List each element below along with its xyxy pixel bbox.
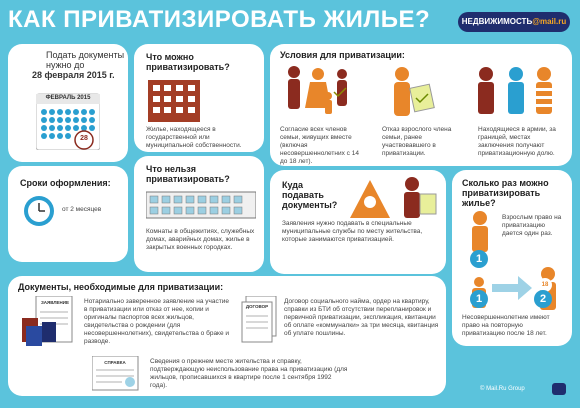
cannot-text: Комнаты в общежитиях, служебных домах, аварийных домах, жилье в закрытых военных городках. — [146, 228, 255, 251]
contract-label: ДОГОВОР — [245, 304, 269, 309]
calendar-month: ФЕВРАЛЬ 2015 — [45, 95, 91, 101]
deadline-line2: нужно до — [46, 60, 85, 70]
condition-item-2: Отказ взрослого члена семьи, ранее участвовавшего в приватизации. — [382, 126, 452, 157]
calendar-icon — [36, 90, 100, 150]
badge-two: 2 — [534, 290, 552, 308]
mail-ru-logo-icon — [552, 383, 566, 395]
condition-item-1: Согласие всех членов семьи, живущих вместе (включая несовершеннолетних с 14 до 18 лет). — [280, 126, 359, 165]
times-title: Сколько раз можно приватизировать жилье? — [462, 178, 549, 208]
timing-panel — [8, 166, 128, 262]
brand-logo[interactable] — [458, 12, 570, 32]
can-title: Что можно приватизировать? — [146, 52, 230, 72]
deadline-panel — [8, 44, 128, 162]
calendar-day: 28 — [80, 135, 88, 142]
cannot-panel — [134, 156, 264, 272]
dormitory-building-icon — [146, 190, 256, 225]
certificate-label: СПРАВКА — [104, 360, 126, 365]
document-item-2: Договор социального найма, ордер на квартиру, справки из БТИ об отсутствии перепланировок и первичной приватизации, экспликация, квитанции об оплате «коммуналки» за три месяца, квитанция об уплате пошлины. — [284, 298, 439, 337]
page-title: КАК ПРИВАТИЗИРОВАТЬ ЖИЛЬЕ? — [8, 6, 431, 33]
soldier-and-prisoner-icon — [470, 64, 562, 129]
where-title: Куда подавать документы? — [282, 180, 338, 210]
conditions-title: Условия для приватизации: — [280, 50, 405, 60]
where-panel — [270, 170, 446, 274]
deadline-text — [32, 50, 125, 80]
times-panel — [452, 170, 572, 346]
times-text-1: Взрослым право на приватизацию дается один раз. — [502, 214, 562, 237]
documents-title: Документы, необходимые для приватизации: — [18, 282, 224, 292]
statement-label: ЗАЯВЛЕНИЕ — [40, 300, 70, 305]
condition-item-3: Находящиеся в армии, за границей, местах заключения получают приватизационную долю. — [478, 126, 556, 157]
deadline-date: 28 февраля 2015 г. — [32, 70, 115, 80]
can-panel — [134, 44, 264, 152]
apartment-building-icon — [146, 78, 202, 127]
deadline-line1: Подать документы — [46, 50, 125, 60]
document-item-3: Сведения о прежнем месте жительства и справку, подтверждающую неиспользование права на приватизацию (для жильцов, прописавшихся в квартире после 1 сентября 1992 года). — [150, 358, 348, 389]
times-text-2: Несовершеннолетние имеют право на повторную приватизацию после 18 лет. — [462, 314, 550, 337]
can-text: Жилье, находящееся в государственной или муниципальной собственности. — [146, 126, 242, 149]
timing-title: Сроки оформления: — [20, 178, 111, 188]
copyright-text: © Mail.Ru Group — [480, 386, 525, 392]
document-item-1: Нотариально заверенное заявление на участие в приватизации или отказ от нее, копии и оригиналы паспортов всех жильцов, свидетельства о рождении (для несовершеннолетних), свидетельства о браке и разводе. — [84, 298, 230, 345]
timing-text: от 2 месяцев — [62, 206, 102, 213]
badge-one-b: 1 — [470, 290, 488, 308]
badge-one: 1 — [470, 250, 488, 268]
family-icon — [280, 62, 360, 129]
clock-icon — [22, 194, 56, 233]
where-text: Заявления нужно подавать в специальные муниципальные службы по месту жительства, которые занимаются приватизацией. — [282, 220, 423, 243]
conditions-panel — [270, 44, 572, 166]
documents-panel — [8, 276, 446, 396]
adult-with-document-icon — [384, 64, 438, 127]
age-badge: 18 — [538, 278, 552, 292]
cannot-title: Что нельзя приватизировать? — [146, 164, 230, 184]
brand-left: НЕДВИЖИМОСТЬ — [461, 17, 533, 26]
arrow-right-icon — [492, 274, 532, 307]
office-clerk-icon — [348, 174, 440, 225]
brand-right: @mail.ru — [532, 17, 567, 26]
